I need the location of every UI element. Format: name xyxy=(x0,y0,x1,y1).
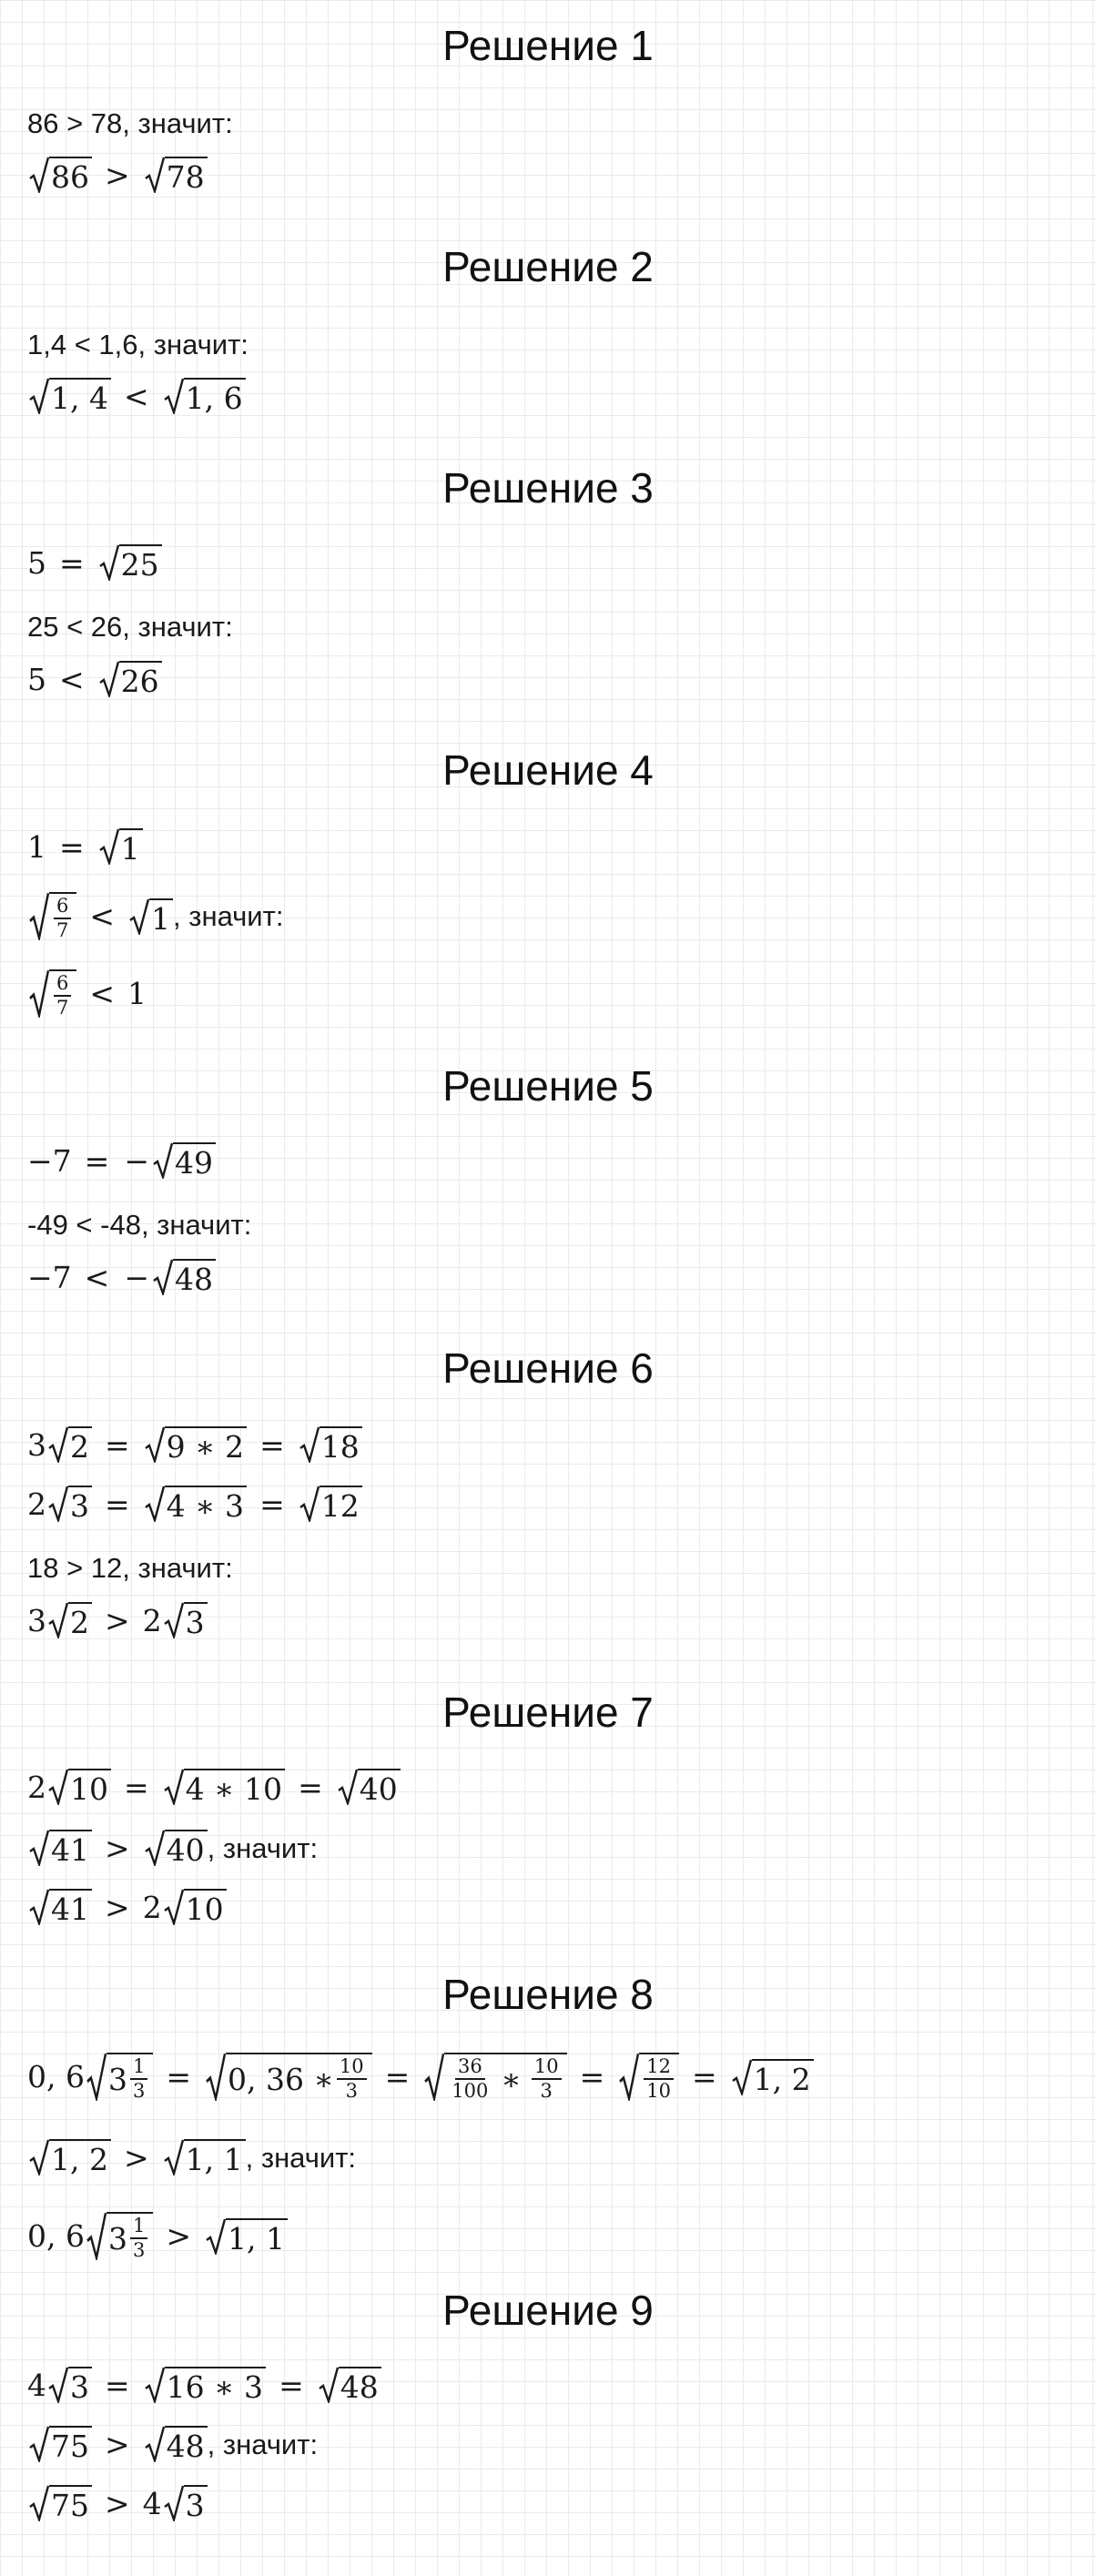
fraction-numerator: 10 xyxy=(337,2057,367,2080)
square-root xyxy=(48,2367,92,2403)
square-root xyxy=(99,828,143,865)
square-root xyxy=(48,1426,92,1463)
radicand-value: 3 xyxy=(185,1605,205,1640)
radicand-value: 16 ∗ 3 xyxy=(166,2369,264,2405)
radicand-value: 41 xyxy=(51,1832,89,1868)
radical-sign-icon xyxy=(299,1486,320,1522)
square-root xyxy=(145,157,208,193)
math-number: 4 xyxy=(142,2485,162,2521)
minus-sign: − xyxy=(124,1142,149,1179)
fraction xyxy=(54,897,71,940)
math-number: 2 xyxy=(142,1602,162,1638)
math-number: 2 xyxy=(142,1889,162,1925)
square-root xyxy=(619,2053,679,2101)
fraction-denominator: 3 xyxy=(540,2080,553,2102)
math-operator: = xyxy=(59,544,85,581)
square-root xyxy=(29,969,76,1018)
square-root xyxy=(732,2059,814,2095)
math-operator: > xyxy=(166,2218,192,2254)
radicand-value: 48 xyxy=(174,1262,213,1297)
math-operator: > xyxy=(123,2139,149,2175)
radicand xyxy=(119,544,162,581)
solution-title: Решение 6 xyxy=(442,1344,654,1392)
math-number: 2 xyxy=(27,1769,46,1805)
statement-text: 25 < 26, значит: xyxy=(27,611,233,643)
math-operator: = xyxy=(105,1426,130,1463)
fraction-denominator: 7 xyxy=(56,919,69,941)
math-number: 0, 6 xyxy=(27,2218,85,2254)
square-root xyxy=(164,1889,227,1925)
radical-sign-icon xyxy=(29,2426,49,2462)
square-root xyxy=(164,378,246,414)
fraction-denominator: 7 xyxy=(56,997,69,1019)
math-line xyxy=(27,892,283,940)
math-operator: > xyxy=(105,1602,130,1638)
math-number: −7 xyxy=(27,1259,72,1295)
solution-title: Решение 5 xyxy=(442,1062,654,1110)
math-line xyxy=(27,661,162,697)
math-operator: > xyxy=(105,1889,130,1925)
square-root xyxy=(145,2426,208,2462)
math-number: 1 xyxy=(27,828,46,865)
square-root xyxy=(99,544,162,581)
radicand xyxy=(49,378,111,414)
solution-title: Решение 9 xyxy=(442,2287,654,2334)
fraction xyxy=(130,2057,147,2101)
radicand-value: 49 xyxy=(174,1145,213,1181)
radicand xyxy=(184,378,246,414)
radicand xyxy=(184,2485,208,2521)
math-operator: < xyxy=(59,661,85,697)
statement-text: 86 > 78, значит: xyxy=(27,107,233,139)
radical-sign-icon xyxy=(145,1486,165,1522)
radical-sign-icon xyxy=(99,544,119,581)
math-number: 1 xyxy=(127,976,147,1011)
math-operator: ∗ xyxy=(501,2061,522,2097)
square-root xyxy=(48,1769,111,1805)
radicand xyxy=(184,1769,285,1805)
radical-sign-icon xyxy=(48,2367,68,2403)
radicand xyxy=(49,1830,92,1866)
math-number: 4 xyxy=(27,2367,46,2403)
radicand xyxy=(184,1889,227,1925)
statement-text: -49 < -48, значит: xyxy=(27,1209,252,1241)
math-operator: < xyxy=(89,898,116,934)
math-operator: > xyxy=(105,2485,130,2521)
square-root xyxy=(29,892,76,940)
radical-sign-icon xyxy=(48,1486,68,1522)
math-operator: = xyxy=(384,2059,411,2094)
math-number: 2 xyxy=(27,1486,46,1522)
math-line xyxy=(27,378,246,414)
text-line xyxy=(27,109,233,137)
radicand xyxy=(184,1602,208,1638)
square-root xyxy=(319,2367,381,2403)
square-root xyxy=(145,2367,266,2403)
square-root xyxy=(145,1486,247,1522)
radical-sign-icon xyxy=(164,378,184,414)
fraction xyxy=(54,974,71,1018)
math-number: 0, 6 xyxy=(27,2059,85,2094)
math-operator: = xyxy=(84,1142,110,1179)
math-line xyxy=(27,157,208,193)
radicand xyxy=(49,2426,92,2462)
mixed-number xyxy=(108,2216,150,2260)
radicand-value: 1, 1 xyxy=(185,2142,243,2177)
radical-sign-icon xyxy=(48,1426,68,1463)
radical-sign-icon xyxy=(299,1426,320,1463)
radicand-value: 9 ∗ 2 xyxy=(166,1429,245,1465)
radical-sign-icon xyxy=(153,1142,173,1179)
math-line xyxy=(27,2367,381,2403)
radicand xyxy=(226,2218,288,2255)
radical-sign-icon xyxy=(206,2218,226,2255)
radicand xyxy=(119,828,143,865)
radical-sign-icon xyxy=(164,2485,184,2521)
radicand-value: 1, 2 xyxy=(51,2142,108,2177)
square-root xyxy=(164,2139,246,2175)
square-root xyxy=(99,661,162,697)
math-line xyxy=(27,828,143,865)
square-root xyxy=(164,2485,208,2521)
radicand xyxy=(165,1830,208,1866)
radical-sign-icon xyxy=(29,892,49,940)
math-number: 5 xyxy=(27,544,46,581)
radicand-value: 48 xyxy=(166,2429,205,2464)
square-root xyxy=(29,2485,92,2521)
square-root xyxy=(299,1426,362,1463)
math-operator: = xyxy=(691,2059,717,2094)
radical-sign-icon xyxy=(29,969,49,1018)
radicand xyxy=(165,2367,266,2403)
math-operator: = xyxy=(166,2059,192,2094)
statement-text: 1,4 < 1,6, значит: xyxy=(27,329,249,360)
radicand-value: 3 xyxy=(185,2488,205,2523)
solution-title: Решение 4 xyxy=(442,746,654,794)
radicand xyxy=(165,157,208,193)
radical-sign-icon xyxy=(86,2053,107,2101)
fraction-denominator: 3 xyxy=(132,2239,146,2261)
fraction-numerator: 10 xyxy=(532,2057,562,2080)
radicand xyxy=(49,2139,111,2175)
radicand-value: 26 xyxy=(120,664,159,699)
radicand xyxy=(752,2059,814,2095)
radicand-value: 41 xyxy=(51,1891,89,1927)
math-line xyxy=(27,969,147,1018)
radicand-value: 75 xyxy=(51,2429,89,2464)
radicand xyxy=(358,1769,401,1805)
square-root xyxy=(338,1769,401,1805)
radicand-value: 75 xyxy=(51,2488,89,2523)
math-operator: > xyxy=(105,2426,130,2462)
radical-sign-icon xyxy=(424,2053,444,2101)
math-operator: = xyxy=(298,1769,323,1805)
radicand xyxy=(320,1426,362,1463)
radicand xyxy=(173,1142,216,1179)
square-root xyxy=(299,1486,362,1522)
fraction-denominator: 100 xyxy=(452,2080,489,2102)
fraction-numerator: 36 xyxy=(455,2057,485,2080)
math-operator: = xyxy=(259,1486,285,1522)
fraction-numerator: 6 xyxy=(54,974,71,997)
square-root xyxy=(206,2218,288,2255)
radicand-value: 1, 4 xyxy=(51,380,108,416)
radical-sign-icon xyxy=(619,2053,639,2101)
radicand xyxy=(149,898,173,935)
math-operator: < xyxy=(89,976,116,1011)
fraction-denominator: 10 xyxy=(646,2080,671,2102)
math-line xyxy=(27,1889,227,1925)
square-root xyxy=(153,1259,216,1295)
solution-title: Решение 7 xyxy=(442,1689,654,1736)
radicand xyxy=(49,892,76,940)
math-line xyxy=(27,1142,216,1179)
radicand xyxy=(68,1426,92,1463)
radical-sign-icon xyxy=(48,1769,68,1805)
radicand xyxy=(339,2367,381,2403)
radicand-value: 1, 6 xyxy=(185,380,243,416)
math-line xyxy=(27,2053,814,2101)
radical-sign-icon xyxy=(145,1830,165,1866)
radicand xyxy=(173,1259,216,1295)
square-root xyxy=(29,2139,111,2175)
square-root xyxy=(48,1486,92,1522)
radical-sign-icon xyxy=(145,157,165,193)
math-operator: = xyxy=(105,2367,130,2403)
radicand xyxy=(639,2053,679,2101)
square-root xyxy=(29,378,111,414)
radical-sign-icon xyxy=(48,1602,68,1638)
radical-sign-icon xyxy=(338,1769,358,1805)
radical-sign-icon xyxy=(29,157,49,193)
radicand xyxy=(68,1602,92,1638)
math-line xyxy=(27,1426,362,1463)
text-line xyxy=(27,613,233,641)
math-line xyxy=(27,1259,216,1295)
math-line xyxy=(27,1830,318,1866)
fraction xyxy=(337,2057,367,2101)
radicand xyxy=(165,2426,208,2462)
radical-sign-icon xyxy=(164,1769,184,1805)
radicand-value: 3 xyxy=(70,1488,89,1524)
square-root xyxy=(164,1769,285,1805)
radicand xyxy=(320,1486,362,1522)
fraction-numerator: 1 xyxy=(130,2216,147,2239)
math-operator: = xyxy=(105,1486,130,1522)
radicand xyxy=(165,1426,247,1463)
square-root xyxy=(145,1830,208,1866)
square-root xyxy=(29,157,92,193)
square-root xyxy=(86,2053,153,2101)
radical-sign-icon xyxy=(29,2485,49,2521)
radicand xyxy=(49,1889,92,1925)
radicand-value: 4 ∗ 3 xyxy=(166,1488,245,1524)
radical-sign-icon xyxy=(99,661,119,697)
radicand-value: 78 xyxy=(166,159,205,195)
radical-sign-icon xyxy=(145,1426,165,1463)
fraction xyxy=(130,2216,147,2260)
radical-sign-icon xyxy=(86,2212,107,2260)
radical-sign-icon xyxy=(145,2426,165,2462)
radicand-value: 1 xyxy=(151,900,171,937)
radicand xyxy=(444,2053,566,2101)
conclusion-suffix: , значит: xyxy=(173,900,284,932)
math-line xyxy=(27,1486,362,1522)
radical-sign-icon xyxy=(164,1602,184,1638)
radicand-value: 10 xyxy=(185,1891,224,1927)
solution-title: Решение 3 xyxy=(442,464,654,512)
radicand-value: 2 xyxy=(70,1429,89,1465)
radicand-value: 12 xyxy=(320,1488,360,1524)
radicand xyxy=(184,2139,246,2175)
radicand-value: 4 ∗ 10 xyxy=(185,1771,283,1807)
radicand xyxy=(119,661,162,697)
solution-title: Решение 8 xyxy=(442,1971,654,2018)
square-root xyxy=(145,1426,247,1463)
radicand-value: 1, 1 xyxy=(228,2220,285,2257)
math-operator: = xyxy=(579,2059,605,2094)
radical-sign-icon xyxy=(29,2139,49,2175)
fraction-denominator: 3 xyxy=(132,2080,146,2102)
radical-sign-icon xyxy=(129,898,149,935)
math-operator: = xyxy=(259,1426,285,1463)
radicand-value: 40 xyxy=(166,1832,205,1868)
square-root xyxy=(206,2053,372,2101)
radicand xyxy=(49,969,76,1018)
radical-sign-icon xyxy=(164,1889,184,1925)
math-number: −7 xyxy=(27,1142,72,1179)
fraction-numerator: 12 xyxy=(644,2057,674,2080)
radicand xyxy=(68,2367,92,2403)
fraction xyxy=(449,2057,491,2101)
radicand-value: 40 xyxy=(359,1771,398,1807)
radicand xyxy=(226,2053,372,2101)
square-root xyxy=(164,1602,208,1638)
math-line xyxy=(27,544,162,581)
math-operator: > xyxy=(105,157,130,193)
math-operator: = xyxy=(279,2367,304,2403)
radical-sign-icon xyxy=(29,378,49,414)
text-line xyxy=(27,1554,233,1582)
radicand-value: 48 xyxy=(340,2369,379,2405)
text-line xyxy=(27,1211,251,1239)
conclusion-suffix: , значит: xyxy=(207,2428,319,2460)
fraction-denominator: 3 xyxy=(345,2080,358,2102)
radical-sign-icon xyxy=(153,1259,173,1295)
fraction xyxy=(532,2057,562,2101)
square-root xyxy=(153,1142,216,1179)
mixed-number xyxy=(108,2057,150,2101)
math-line xyxy=(27,1602,208,1638)
radicand-value: 86 xyxy=(51,159,89,195)
square-root xyxy=(424,2053,566,2101)
text-line xyxy=(27,330,249,359)
fraction xyxy=(644,2057,674,2101)
radicand xyxy=(107,2212,153,2260)
radical-sign-icon xyxy=(164,2139,184,2175)
radicand-value: 2 xyxy=(70,1605,89,1640)
whole-part: 3 xyxy=(107,2061,127,2097)
radical-sign-icon xyxy=(206,2053,226,2101)
math-operator: < xyxy=(84,1259,110,1295)
math-operator: = xyxy=(124,1769,149,1805)
square-root xyxy=(86,2212,153,2260)
radical-sign-icon xyxy=(29,1830,49,1866)
radical-sign-icon xyxy=(732,2059,752,2095)
radicand-value: 25 xyxy=(120,547,159,583)
statement-text: 18 > 12, значит: xyxy=(27,1552,233,1584)
radicand xyxy=(107,2053,153,2101)
radicand xyxy=(68,1486,92,1522)
math-line xyxy=(27,1769,401,1805)
radicand xyxy=(49,2485,92,2521)
square-root xyxy=(29,1830,92,1866)
math-number: 5 xyxy=(27,661,46,697)
square-root xyxy=(29,1889,92,1925)
math-operator: > xyxy=(105,1830,130,1866)
radical-sign-icon xyxy=(99,828,119,865)
radicand-value: 10 xyxy=(70,1771,108,1807)
radicand-value: 1, 2 xyxy=(753,2061,811,2097)
minus-sign: − xyxy=(124,1259,149,1295)
fraction-numerator: 1 xyxy=(130,2057,147,2080)
math-operator: < xyxy=(123,378,149,414)
radicand-value: 1 xyxy=(120,831,140,867)
radical-sign-icon xyxy=(29,1889,49,1925)
fraction-numerator: 6 xyxy=(54,897,71,919)
math-line xyxy=(27,2139,356,2175)
math-line xyxy=(27,2212,288,2260)
math-operator: = xyxy=(59,828,85,865)
radicand xyxy=(49,157,92,193)
radicand xyxy=(68,1769,111,1805)
conclusion-suffix: , значит: xyxy=(207,1831,319,1864)
conclusion-suffix: , значит: xyxy=(245,2141,357,2174)
solution-title: Решение 2 xyxy=(442,243,654,290)
radical-sign-icon xyxy=(145,2367,165,2403)
square-root xyxy=(48,1602,92,1638)
whole-part: 3 xyxy=(107,2220,127,2257)
square-root xyxy=(129,898,173,935)
radicand-value: 3 xyxy=(70,2369,89,2405)
math-line xyxy=(27,2426,318,2462)
radicand xyxy=(165,1486,247,1522)
solution-title: Решение 1 xyxy=(442,22,654,69)
radicand-value: 18 xyxy=(320,1429,360,1465)
square-root xyxy=(29,2426,92,2462)
radical-sign-icon xyxy=(319,2367,339,2403)
math-number: 3 xyxy=(27,1602,46,1638)
radicand-value: 0, 36 ∗ xyxy=(228,2061,334,2097)
math-line xyxy=(27,2485,208,2521)
math-number: 3 xyxy=(27,1426,46,1463)
